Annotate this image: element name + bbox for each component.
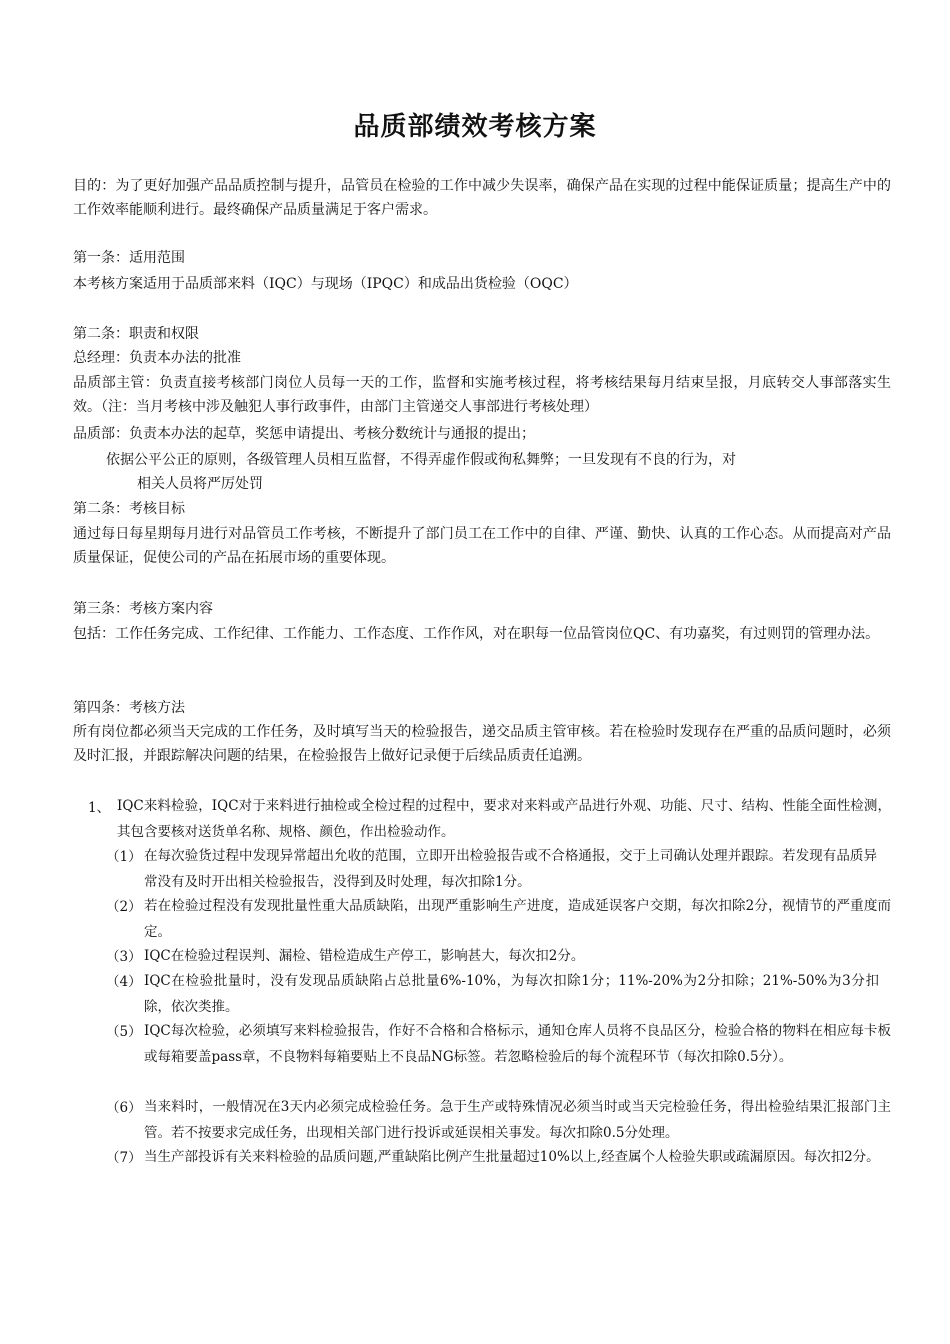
section2-principle-line1: 依据公平公正的原则，各级管理人员相互监督，不得弄虚作假或徇私舞弊；一旦发现有不良的行为，对 bbox=[106, 452, 736, 468]
sub-item-text: 若在检验过程没有发现批量性重大品质缺陷，出现严重影响生产进度，造成延误客户交期，每次扣除2分，视情节的严重度而定。 bbox=[144, 898, 891, 940]
section2-dept: 品质部：负责本办法的起草，奖惩申请提出、考核分数统计与通报的提出； bbox=[73, 426, 535, 442]
section4-heading: 第四条：考核方法 bbox=[73, 700, 185, 716]
sub-item-number: （1） bbox=[106, 849, 142, 865]
sub-item-text: IQC在检验过程误判、漏检、错检造成生产停工，影响甚大，每次扣2分。 bbox=[144, 948, 585, 964]
sub-item-text: IQC每次检验，必须填写来料检验报告，作好不合格和合格标示，通知仓库人员将不良品区分，检验合格的物料在相应每卡板或每箱要盖pass章，不良物料每箱要贴上不良品NG标签。若忽略检验后的每个流程环节（每次扣除0.5分）。 bbox=[144, 1023, 891, 1065]
goal-text: 通过每日每星期每月进行对品管员工作考核，不断提升了部门员工在工作中的自律、严谨、勤快、认真的工作心态。从而提高对产品质量保证，促使公司的产品在拓展市场的重要体现。 bbox=[73, 526, 891, 566]
section2-gm: 总经理：负责本办法的批准 bbox=[73, 350, 241, 366]
sub-item-number: （7） bbox=[106, 1150, 142, 1166]
sub-item-text: IQC在检验批量时，没有发现品质缺陷占总批量6%-10%，为每次扣除1分；11%-20%为2分扣除；21%-50%为3分扣除，依次类推。 bbox=[144, 973, 879, 1015]
sub-item-text: 在每次验货过程中发现异常超出允收的范围，立即开出检验报告或不合格通报，交于上司确认处理并跟踪。若发现有品质异常没有及时开出相关检验报告，没得到及时处理，每次扣除1分。 bbox=[144, 848, 877, 890]
section1-text: 本考核方案适用于品质部来料（IQC）与现场（IPQC）和成品出货检验（OQC） bbox=[73, 276, 578, 292]
sub-item-number: （2） bbox=[106, 899, 142, 915]
section3-text: 包括：工作任务完成、工作纪律、工作能力、工作态度、工作作风，对在职每一位品管岗位QC、有功嘉奖，有过则罚的管理办法。 bbox=[73, 626, 880, 642]
section1-heading: 第一条：适用范围 bbox=[73, 250, 185, 266]
section3-heading: 第三条：考核方案内容 bbox=[73, 601, 213, 617]
sub-item-text: 当生产部投诉有关来料检验的品质问题,严重缺陷比例产生批量超过10%以上,经查属个人检验失职或疏漏原因。每次扣2分。 bbox=[144, 1149, 880, 1165]
sub-item-text: 当来料时，一般情况在3天内必须完成检验任务。急于生产或特殊情况必须当时或当天完检验任务，得出检验结果汇报部门主管。若不按要求完成任务，出现相关部门进行投诉或延误相关事发。每次扣除0.5分处理。 bbox=[144, 1099, 891, 1141]
goal-heading: 第二条：考核目标 bbox=[73, 501, 185, 517]
section2-supervisor: 品质部主管：负责直接考核部门岗位人员每一天的工作，监督和实施考核过程，将考核结果每月结束呈报，月底转交人事部落实生效。（注：当月考核中涉及触犯人事行政事件，由部门主管递交人事部进行考核处理） bbox=[73, 375, 891, 415]
sub-item-number: （3） bbox=[106, 949, 142, 965]
item1-number: 1、 bbox=[88, 800, 111, 816]
section4-text: 所有岗位都必须当天完成的工作任务，及时填写当天的检验报告，递交品质主管审核。若在检验时发现存在严重的品质问题时，必须及时汇报，并跟踪解决问题的结果，在检验报告上做好记录便于后续品质责任追溯。 bbox=[73, 724, 891, 764]
item1-text: IQC来料检验，IQC对于来料进行抽检或全检过程的过程中，要求对来料或产品进行外观、功能、尺寸、结构、性能全面性检测，其包含要核对送货单名称、规格、颜色，作出检验动作。 bbox=[117, 798, 891, 840]
sub-item-number: （6） bbox=[106, 1100, 142, 1116]
sub-item-number: （5） bbox=[106, 1024, 142, 1040]
section2-principle-line2: 相关人员将严厉处罚 bbox=[137, 476, 263, 492]
section2-heading: 第二条：职责和权限 bbox=[73, 326, 199, 342]
purpose-paragraph: 目的：为了更好加强产品品质控制与提升，品管员在检验的工作中减少失误率，确保产品在实现的过程中能保证质量；提高生产中的工作效率能顺利进行。最终确保产品质量满足于客户需求。 bbox=[73, 178, 891, 218]
sub-item-number: （4） bbox=[106, 974, 142, 990]
document-title: 品质部绩效考核方案 bbox=[353, 112, 597, 142]
